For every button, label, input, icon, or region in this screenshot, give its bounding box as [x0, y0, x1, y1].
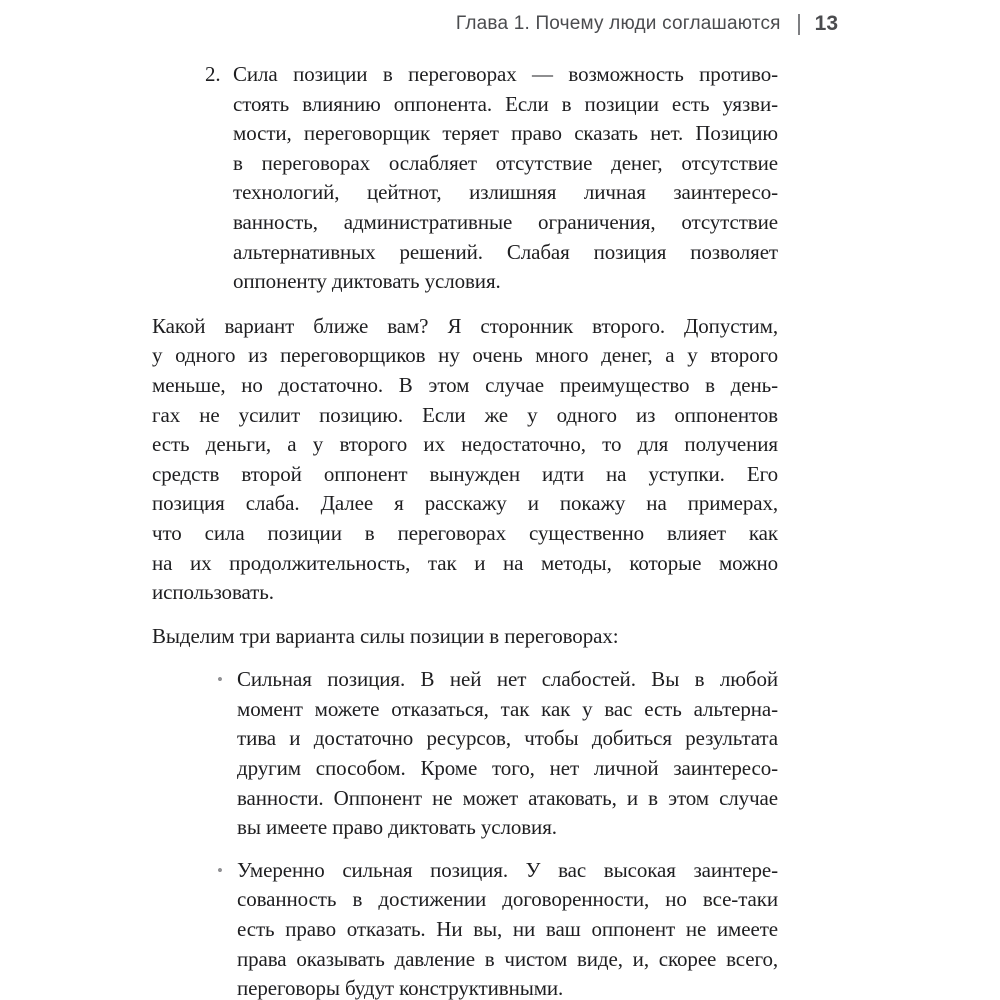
bullet-icon: •	[217, 670, 223, 690]
text-line: есть деньги, а у второго их недостаточно, то для получения	[152, 432, 778, 457]
text-line: есть право отказать. Ни вы, ни ваш оппонент не имеете	[237, 917, 778, 942]
text-line: Умеренно сильная позиция. У вас высокая заинтере-	[237, 857, 778, 882]
text-line: другим способом. Кроме того, нет личной заинтересо-	[237, 756, 778, 781]
numbered-item-text	[233, 60, 778, 297]
text-line: что сила позиции в переговорах существенно влияет как	[152, 520, 778, 545]
text-line: у одного из переговорщиков ну очень много денег, а у второго	[152, 343, 778, 368]
text-line: в переговорах ослабляет отсутствие денег, отсутствие	[233, 150, 778, 175]
text-line: переговоры будут конструктивными.	[237, 976, 564, 1000]
bullet-item-text	[237, 856, 778, 1000]
page-number: 13	[814, 12, 838, 35]
text-line: ванность, административные ограничения, отсутствие	[233, 209, 778, 234]
bullet-list	[152, 665, 778, 1000]
bullet-item-text	[237, 665, 778, 843]
text-line: Какой вариант ближе вам? Я сторонник второго. Допустим,	[152, 313, 778, 338]
text-line: на их продолжительность, так и на методы, которые можно	[152, 550, 778, 575]
list-item-number: 2.	[205, 62, 221, 86]
text-line: ванности. Оппонент не может атаковать, и в этом случае	[237, 785, 778, 810]
text-line: Выделим три варианта силы позиции в переговорах:	[152, 623, 619, 648]
text-line: стоять влиянию оппонента. Если в позиции есть уязви-	[233, 91, 778, 116]
text-line: Сильная позиция. В ней нет слабостей. Вы в любой	[237, 667, 778, 692]
text-line: меньше, но достаточно. В этом случае преимущество в день-	[152, 372, 778, 397]
paragraph-lead-in	[152, 622, 778, 652]
text-line: тива и достаточно ресурсов, чтобы добиться результата	[237, 726, 778, 751]
bullet-item	[217, 856, 778, 1000]
text-line: гах не усилит позицию. Если же у одного из оппонентов	[152, 402, 778, 427]
paragraph	[152, 312, 778, 608]
text-line: момент можете отказаться, так как у вас есть альтерна-	[237, 696, 778, 721]
text-line: альтернативных решений. Слабая позиция позволяет	[233, 239, 778, 264]
text-line: права оказывать давление в чистом виде, и, скорее всего,	[237, 946, 778, 971]
bullet-icon: •	[217, 860, 223, 880]
text-line: технологий, цейтнот, излишняя личная заинтересо-	[233, 180, 778, 205]
text-line: использовать.	[152, 580, 274, 605]
chapter-title: Глава 1. Почему люди соглашаются	[455, 13, 781, 34]
text-line: позиция слаба. Далее я расскажу и покажу на примерах,	[152, 491, 778, 516]
text-line: средств второй оппонент вынужден идти на уступки. Его	[152, 461, 778, 486]
running-head	[456, 12, 838, 36]
text-line: вы имеете право диктовать условия.	[237, 815, 557, 840]
page-body	[152, 60, 778, 1000]
bullet-item	[217, 665, 778, 843]
numbered-list-item	[205, 60, 778, 297]
text-line: мости, переговорщик теряет право сказать нет. Позицию	[233, 121, 778, 146]
header-separator	[798, 14, 800, 35]
text-line: Сила позиции в переговорах — возможность противо-	[233, 62, 778, 86]
text-line: сованность в достижении договоренности, но все-таки	[237, 887, 778, 912]
text-line: оппоненту диктовать условия.	[233, 269, 501, 294]
